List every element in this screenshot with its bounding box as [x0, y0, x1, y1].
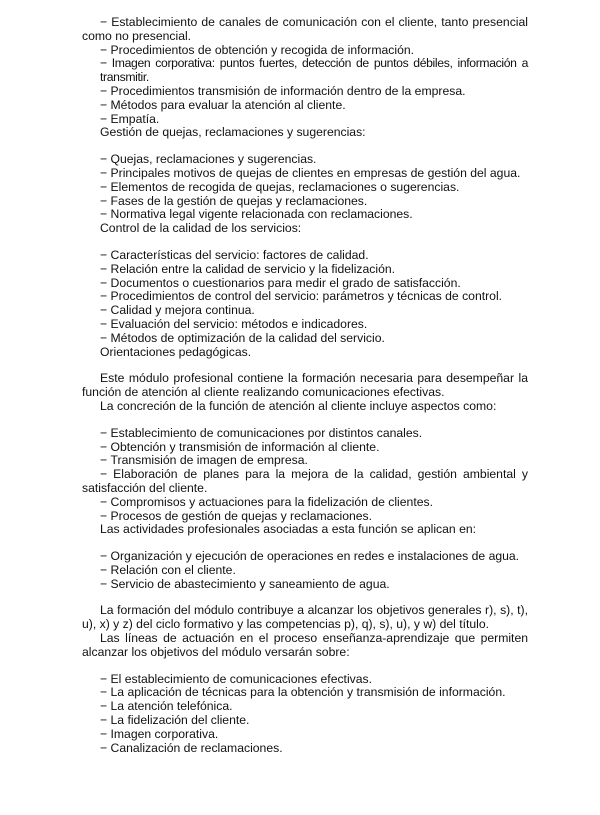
- section-heading-orientaciones: Orientaciones pedagógicas.: [100, 344, 252, 359]
- list-item: − Transmisión de imagen de empresa.: [82, 454, 528, 468]
- list-item: − Obtención y transmisión de información al cliente.: [82, 441, 528, 455]
- list-item: − La aplicación de técnicas para la obtención y transmisión de información.: [82, 686, 528, 700]
- list-item: − Procesos de gestión de quejas y reclamaciones.: [82, 510, 528, 524]
- list-item: − Relación con el cliente.: [82, 564, 528, 578]
- list-item: − Fases de la gestión de quejas y reclamaciones.: [82, 195, 528, 209]
- lineas-list: [82, 673, 528, 756]
- list-item: − Imagen corporativa.: [82, 728, 528, 742]
- list-item: − Calidad y mejora continua.: [82, 304, 528, 318]
- list-item: − Imagen corporativa: puntos fuertes, detección de puntos débiles, información a transmitir.: [82, 57, 528, 85]
- paragraph: La formación del módulo contribuye a alcanzar los objetivos generales r), s), t), u), x) y z) del ciclo formativo y las competencias p), q), s), u), y w) del título.: [82, 603, 528, 632]
- orientaciones-intro: [82, 372, 528, 413]
- list-item: − Documentos o cuestionarios para medir el grado de satisfacción.: [82, 277, 528, 291]
- list-item: − Compromisos y actuaciones para la fidelización de clientes.: [82, 496, 528, 510]
- actividades-list: [82, 550, 528, 591]
- paragraph: Este módulo profesional contiene la formación necesaria para desempeñar la función de atención al cliente realizando comunicaciones efectivas.: [82, 371, 528, 400]
- section-heading-calidad: Control de la calidad de los servicios:: [100, 221, 302, 236]
- list-item: − Características del servicio: factores de calidad.: [82, 249, 528, 263]
- list-item: − Establecimiento de canales de comunicación con el cliente, tanto presencial como no presencial.: [82, 16, 528, 44]
- list-item: − Empatía.: [82, 113, 528, 127]
- list-item: − Procedimientos de obtención y recogida de información.: [82, 44, 528, 58]
- paragraph-actividades-intro: Las actividades profesionales asociadas a esta función se aplican en:: [100, 522, 477, 537]
- list-item: − Servicio de abastecimiento y saneamiento de agua.: [82, 578, 528, 592]
- list-item: − Métodos de optimización de la calidad del servicio.: [82, 332, 528, 346]
- section-heading-quejas: Gestión de quejas, reclamaciones y sugerencias:: [100, 125, 366, 140]
- list-item: − Organización y ejecución de operaciones en redes e instalaciones de agua.: [82, 550, 528, 564]
- list-item: − Canalización de reclamaciones.: [82, 742, 528, 756]
- list-item: − Normativa legal vigente relacionada con reclamaciones.: [82, 208, 528, 222]
- quejas-list: [82, 153, 528, 222]
- list-item: − Relación entre la calidad de servicio y la fidelización.: [82, 263, 528, 277]
- paragraph: Las líneas de actuación en el proceso enseñanza-aprendizaje que permiten alcanzar los objetivos del módulo versarán sobre:: [82, 631, 528, 659]
- list-item: − Evaluación del servicio: métodos e indicadores.: [82, 318, 528, 332]
- atencion-list: [82, 16, 528, 126]
- list-item: − Procedimientos transmisión de información dentro de la empresa.: [82, 85, 528, 99]
- document-page: [82, 16, 528, 755]
- paragraph: La concreción de la función de atención al cliente incluye aspectos como:: [100, 398, 497, 413]
- list-item: − Elaboración de planes para la mejora de la calidad, gestión ambiental y satisfacción del cliente.: [82, 468, 528, 496]
- list-item: − La fidelización del cliente.: [82, 714, 528, 728]
- list-item: − Quejas, reclamaciones y sugerencias.: [82, 153, 528, 167]
- list-item: − Procedimientos de control del servicio: parámetros y técnicas de control.: [82, 290, 528, 304]
- list-item: − El establecimiento de comunicaciones efectivas.: [82, 673, 528, 687]
- list-item: − La atención telefónica.: [82, 700, 528, 714]
- list-item: − Métodos para evaluar la atención al cliente.: [82, 99, 528, 113]
- calidad-list: [82, 249, 528, 346]
- list-item: − Elementos de recogida de quejas, reclamaciones o sugerencias.: [82, 181, 528, 195]
- aspectos-list: [82, 427, 528, 524]
- objetivos-paragraphs: [82, 604, 528, 659]
- list-item: − Principales motivos de quejas de clientes en empresas de gestión del agua.: [82, 167, 528, 181]
- list-item: − Establecimiento de comunicaciones por distintos canales.: [82, 427, 528, 441]
